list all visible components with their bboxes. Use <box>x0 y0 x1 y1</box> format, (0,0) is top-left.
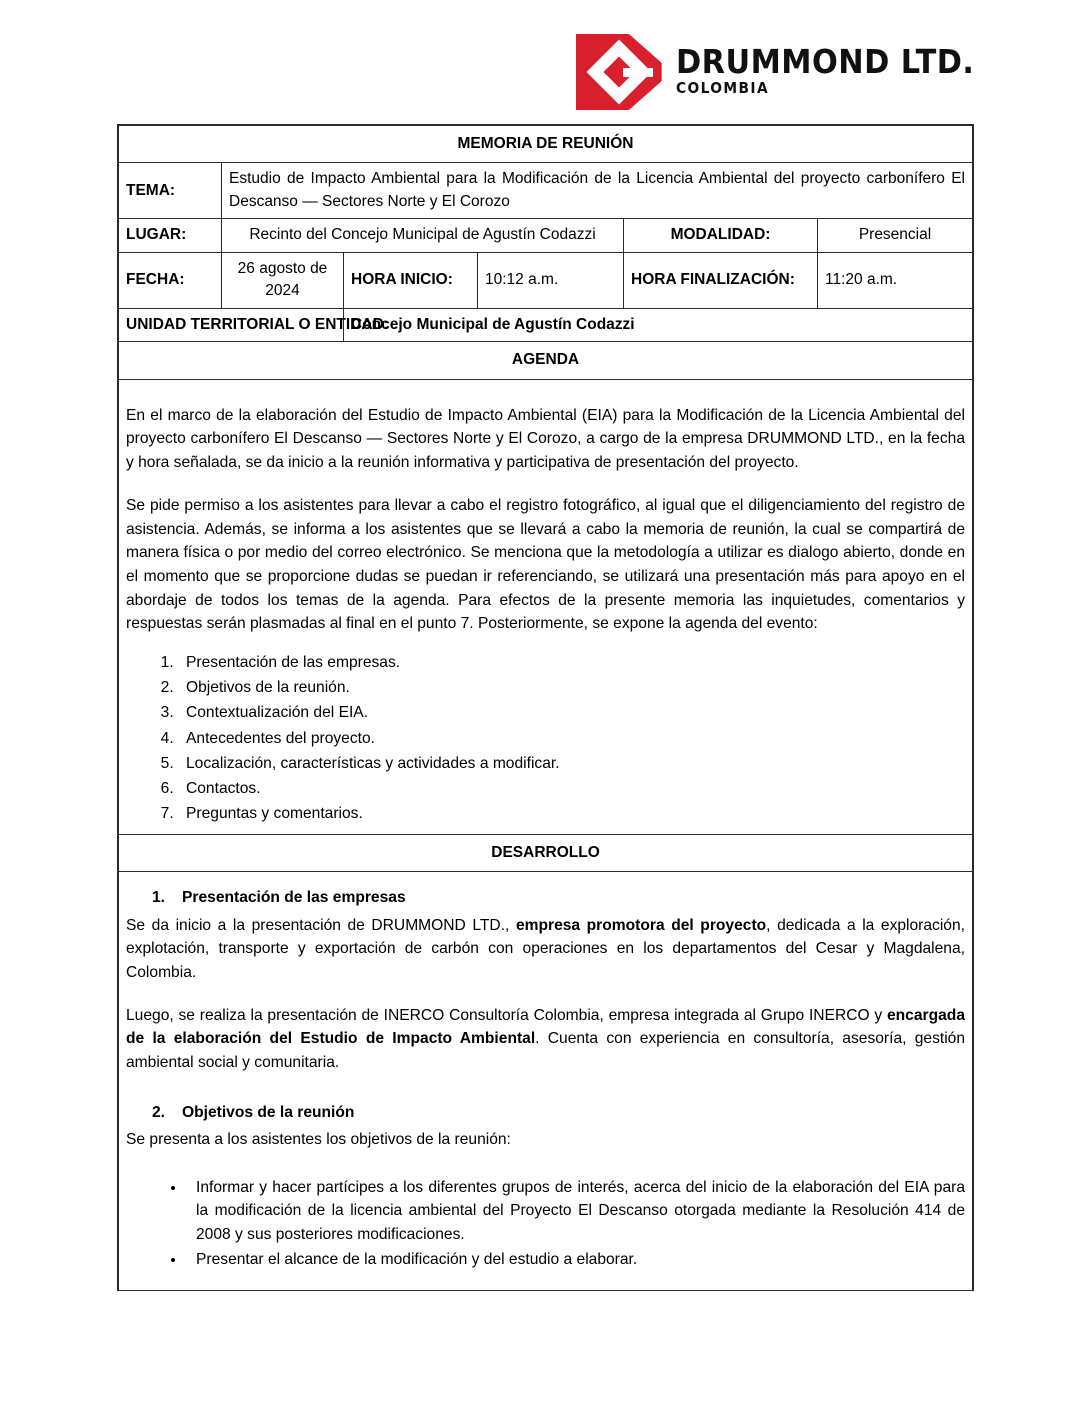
list-item: 5. Localización, características y actividades a modificar. <box>178 751 965 776</box>
s1-p1-after: , dedicada a la exploración, explotación, transporte y exportación de carbón con operaciones en los departamentos del Cesar y Magdalena, Colombia. <box>126 916 965 981</box>
value-tema: Estudio de Impacto Ambiental para la Modificación de la Licencia Ambiental del proyecto carbonífero El Descanso — Sectores Norte y El Corozo <box>222 163 973 219</box>
label-tema: TEMA: <box>119 163 222 219</box>
logo-wordmark <box>675 41 1000 100</box>
section-1-paragraph-1 <box>126 914 965 985</box>
s1-p2-bold: encargada de la elaboración del Estudio de Impacto Ambiental <box>126 1006 965 1048</box>
list-item: 6. Contactos. <box>178 776 965 801</box>
section-2-number: 2. <box>152 1103 166 1121</box>
label-fecha: FECHA: <box>119 252 222 308</box>
drummond-diamond-icon <box>576 34 662 110</box>
desarrollo-body <box>119 872 973 1290</box>
section-1-number: 1. <box>152 889 166 907</box>
logo-notch <box>623 68 653 77</box>
s1-p2-after: . Cuenta con experiencia en consultoría, asesoría, gestión ambiental social y comunitaria. <box>126 1030 966 1071</box>
agenda-banner: AGENDA <box>119 342 973 379</box>
table-row-agenda-body <box>119 379 973 834</box>
desarrollo-banner: DESARROLLO <box>119 834 973 871</box>
section-2-intro: Se presenta a los asistentes los objetivos de la reunión: <box>126 1131 511 1149</box>
agenda-intro-paragraph: En el marco de la elaboración del Estudio de Impacto Ambiental (EIA) para la Modificación de la Licencia Ambiental del proyecto carbonífero El Descanso — Sectores Norte y El Corozo, a cargo de la empresa DRUMMOND LTD., en la fecha y hora señalada, se da inicio a la reunión informativa y participativa de presentación del proyecto. <box>126 406 965 472</box>
label-hora-finalizacion: HORA FINALIZACIÓN: <box>624 252 818 308</box>
list-item: • Presentar el alcance de la modificación y del estudio a elaborar. <box>186 1248 965 1272</box>
s1-p1-before: Se da inicio a la presentación de DRUMMOND LTD., <box>126 916 516 934</box>
memoria-table <box>117 124 974 1291</box>
table-row-tema <box>119 163 973 219</box>
s1-p2-before: Luego, se realiza la presentación de INERCO Consultoría Colombia, empresa integrada al Grupo INERCO y <box>126 1006 887 1024</box>
list-item: 1. Presentación de las empresas. <box>178 650 965 675</box>
table-row-desarrollo-body <box>119 872 973 1290</box>
label-modalidad: MODALIDAD: <box>624 219 818 252</box>
list-item: 7. Preguntas y comentarios. <box>178 801 965 826</box>
table-row-lugar <box>119 219 973 252</box>
table-row-unidad <box>119 308 973 341</box>
document-banner-title: MEMORIA DE REUNIÓN <box>119 126 973 163</box>
company-logo <box>576 34 1000 110</box>
list-item: 3. Contextualización del EIA. <box>178 700 965 725</box>
section-1-paragraph-2 <box>126 1004 965 1075</box>
value-hora-finalizacion: 11:20 a.m. <box>818 252 973 308</box>
label-unidad-territorial: UNIDAD TERRITORIAL O ENTIDAD: <box>119 308 344 341</box>
section-1-heading <box>126 886 965 909</box>
agenda-list <box>126 650 965 827</box>
section-1-title: Presentación de las empresas <box>182 889 406 907</box>
section-2-heading <box>126 1101 965 1124</box>
value-lugar: Recinto del Concejo Municipal de Agustín Codazzi <box>222 219 624 252</box>
table-row-banner <box>119 126 973 163</box>
value-unidad-territorial: Concejo Municipal de Agustín Codazzi <box>344 308 973 341</box>
value-fecha: 26 agosto de 2024 <box>222 252 344 308</box>
meta-table <box>118 125 973 1290</box>
list-item: 2. Objetivos de la reunión. <box>178 675 965 700</box>
list-item: • Informar y hacer partícipes a los diferentes grupos de interés, acerca del inicio de la elaboración del EIA para la modificación de la licencia ambiental del Proyecto El Descanso otorgada mediante la Resolución 414 de 2008 y sus posteriores modificaciones. <box>186 1176 965 1247</box>
label-hora-inicio: HORA INICIO: <box>344 252 478 308</box>
agenda-body <box>119 379 973 834</box>
list-item: 4. Antecedentes del proyecto. <box>178 726 965 751</box>
table-row-agenda-banner <box>119 342 973 379</box>
table-row-desarrollo-banner <box>119 834 973 871</box>
value-modalidad: Presencial <box>818 219 973 252</box>
agenda-second-paragraph: Se pide permiso a los asistentes para llevar a cabo el registro fotográfico, al igual que el diligenciamiento del registro de asistencia. Además, se informa a los asistentes que se llevará a cabo la memoria de reunión, la cual se compartirá de manera física o por medio del correo electrónico. Se menciona que la metodología a utilizar es dialogo abierto, donde en el momento que se proporcione dudas se puedan ir referenciando, se utilizará una presentación más para apoyo en el abordaje de todos los temas de la agenda. Para efectos de la presente memoria las inquietudes, comentarios y respuestas serán plasmadas al final en el punto 7. Posteriormente, se expone la agenda del evento: <box>126 496 965 633</box>
logo-subtitle: COLOMBIA <box>675 78 769 97</box>
label-lugar: LUGAR: <box>119 219 222 252</box>
logo-title: DRUMMOND LTD. <box>675 41 975 81</box>
value-hora-inicio: 10:12 a.m. <box>478 252 624 308</box>
section-2-title: Objetivos de la reunión <box>182 1103 355 1121</box>
s1-p1-bold: empresa promotora del proyecto <box>515 916 767 934</box>
table-row-fecha <box>119 252 973 308</box>
section-2-bullet-list <box>126 1176 965 1272</box>
